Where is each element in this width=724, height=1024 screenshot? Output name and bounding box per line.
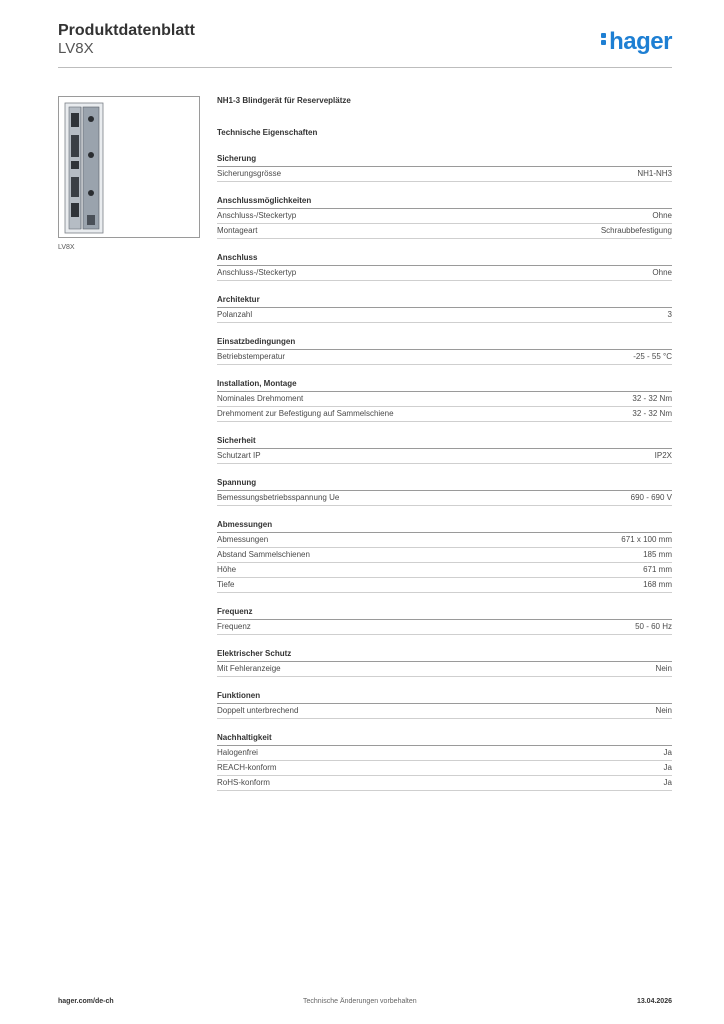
spec-label: Abstand Sammelschienen — [217, 550, 310, 559]
spec-label: Tiefe — [217, 580, 235, 589]
spec-section — [217, 436, 672, 464]
spec-section — [217, 295, 672, 323]
spec-value: Nein — [655, 706, 672, 715]
hager-logo — [601, 28, 672, 56]
spec-row — [217, 704, 672, 719]
spec-row — [217, 578, 672, 593]
spec-section — [217, 649, 672, 677]
product-name: NH1-3 Blindgerät für Reserveplätze — [217, 96, 351, 105]
spec-row — [217, 308, 672, 323]
spec-value: Ohne — [652, 211, 672, 220]
spec-value: 185 mm — [643, 550, 672, 559]
section-title: Architektur — [217, 295, 672, 308]
spec-row — [217, 746, 672, 761]
section-title: Nachhaltigkeit — [217, 733, 672, 746]
spec-value: -25 - 55 °C — [633, 352, 672, 361]
section-title: Sicherung — [217, 154, 672, 167]
spec-value: Ja — [663, 778, 672, 787]
section-title: Spannung — [217, 478, 672, 491]
section-title: Abmessungen — [217, 520, 672, 533]
spec-section — [217, 607, 672, 635]
spec-value: 671 x 100 mm — [621, 535, 672, 544]
spec-section — [217, 379, 672, 422]
spec-value: Ja — [663, 763, 672, 772]
spec-label: Frequenz — [217, 622, 251, 631]
spec-section — [217, 520, 672, 593]
spec-row — [217, 761, 672, 776]
header-divider — [58, 67, 672, 68]
product-drawing-icon — [59, 97, 199, 237]
spec-row — [217, 167, 672, 182]
spec-label: Drehmoment zur Befestigung auf Sammelschiene — [217, 409, 394, 418]
spec-content — [217, 96, 672, 791]
spec-label: Abmessungen — [217, 535, 269, 544]
spec-row — [217, 224, 672, 239]
spec-value: Schraubbefestigung — [600, 226, 672, 235]
footer-date: 13.04.2026 — [636, 998, 672, 1005]
spec-row — [217, 449, 672, 464]
section-title: Einsatzbedingungen — [217, 337, 672, 350]
logo-dots-icon — [601, 31, 607, 47]
spec-value: Ja — [663, 748, 672, 757]
spec-row — [217, 350, 672, 365]
footer-website-link[interactable]: hager.com/de-ch — [58, 998, 114, 1005]
spec-row — [217, 209, 672, 224]
spec-row — [217, 491, 672, 506]
spec-label: Polanzahl — [217, 310, 253, 319]
section-title: Elektrischer Schutz — [217, 649, 672, 662]
spec-row — [217, 548, 672, 563]
spec-value: Nein — [655, 664, 672, 673]
spec-label: Betriebstemperatur — [217, 352, 286, 361]
spec-row — [217, 407, 672, 422]
spec-label: Schutzart IP — [217, 451, 261, 460]
footer-notice: Technische Änderungen vorbehalten — [303, 998, 417, 1005]
section-title: Sicherheit — [217, 436, 672, 449]
spec-row — [217, 620, 672, 635]
section-title: Funktionen — [217, 691, 672, 704]
spec-label: Halogenfrei — [217, 748, 258, 757]
spec-section — [217, 478, 672, 506]
spec-section — [217, 691, 672, 719]
spec-value: 671 mm — [643, 565, 672, 574]
spec-row — [217, 533, 672, 548]
spec-label: Höhe — [217, 565, 237, 574]
spec-label: Doppelt unterbrechend — [217, 706, 299, 715]
spec-value: IP2X — [654, 451, 672, 460]
spec-label: Bemessungsbetriebsspannung Ue — [217, 493, 340, 502]
spec-row — [217, 266, 672, 281]
document-title: Produktdatenblatt — [58, 22, 195, 39]
spec-sections — [217, 154, 672, 791]
spec-value: 32 - 32 Nm — [632, 394, 672, 403]
spec-value: 3 — [667, 310, 672, 319]
spec-value: Ohne — [652, 268, 672, 277]
spec-label: REACH-konform — [217, 763, 277, 772]
product-image — [58, 96, 200, 238]
logo-text: hager — [609, 28, 672, 55]
spec-row — [217, 776, 672, 791]
spec-label: Anschluss-/Steckertyp — [217, 268, 297, 277]
spec-label: Anschluss-/Steckertyp — [217, 211, 297, 220]
spec-label: Mit Fehleranzeige — [217, 664, 281, 673]
section-title: Frequenz — [217, 607, 672, 620]
spec-section — [217, 253, 672, 281]
spec-value: 50 - 60 Hz — [635, 622, 672, 631]
spec-label: RoHS-konform — [217, 778, 270, 787]
product-code: LV8X — [58, 40, 94, 57]
spec-row — [217, 563, 672, 578]
spec-value: NH1-NH3 — [637, 169, 672, 178]
section-title: Anschlussmöglichkeiten — [217, 196, 672, 209]
spec-value: 32 - 32 Nm — [632, 409, 672, 418]
product-image-caption: LV8X — [58, 244, 75, 251]
spec-label: Sicherungsgrösse — [217, 169, 282, 178]
spec-row — [217, 662, 672, 677]
spec-section — [217, 337, 672, 365]
spec-section — [217, 733, 672, 791]
spec-heading: Technische Eigenschaften — [217, 128, 318, 137]
section-title: Installation, Montage — [217, 379, 672, 392]
spec-value: 168 mm — [643, 580, 672, 589]
spec-section — [217, 196, 672, 239]
spec-row — [217, 392, 672, 407]
section-title: Anschluss — [217, 253, 672, 266]
page-header — [58, 22, 672, 58]
spec-label: Nominales Drehmoment — [217, 394, 304, 403]
spec-value: 690 - 690 V — [630, 493, 672, 502]
spec-section — [217, 154, 672, 182]
spec-label: Montageart — [217, 226, 258, 235]
